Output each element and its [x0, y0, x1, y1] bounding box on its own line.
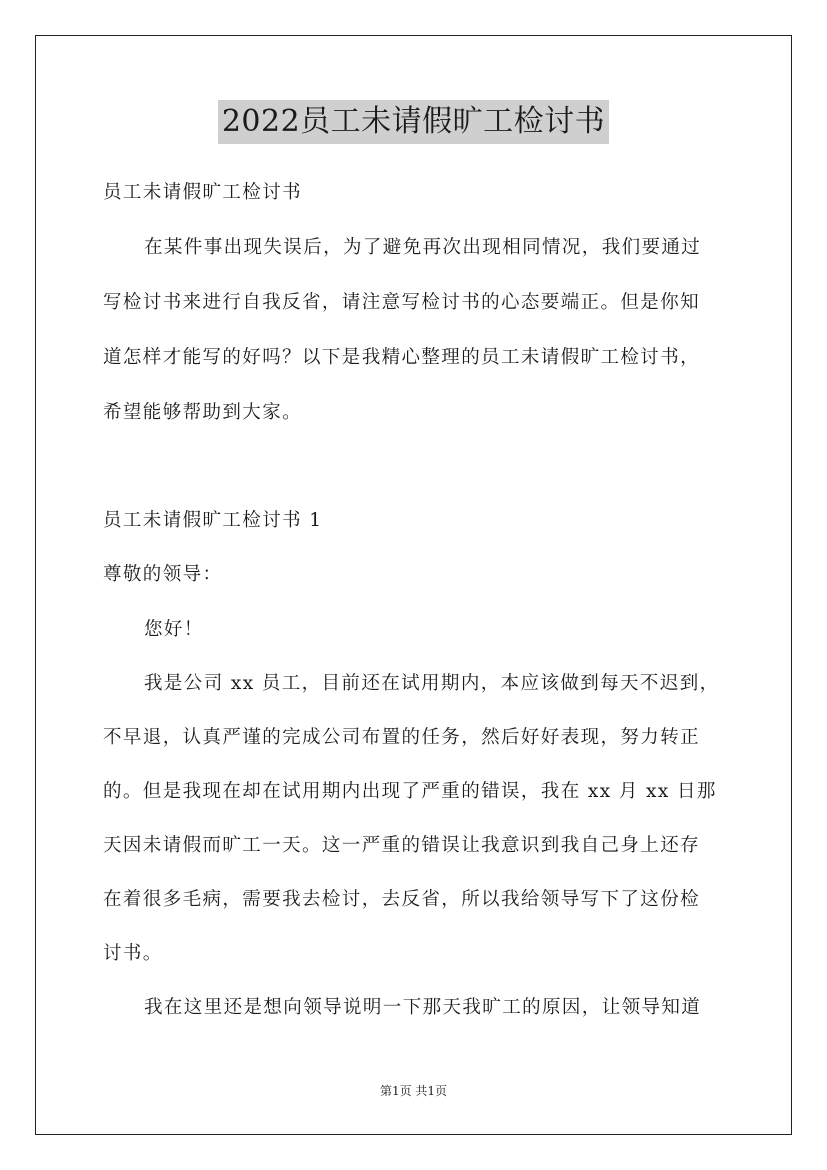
intro-line-1: 在某件事出现失误后，为了避免再次出现相同情况，我们要通过: [144, 237, 702, 258]
page-footer: 第1页 共1页: [379, 1084, 448, 1098]
paragraph1-line-1: 我是公司 xx 员工，目前还在试用期内，本应该做到每天不迟到，: [144, 673, 720, 694]
paragraph1-line-6: 讨书。: [103, 943, 163, 964]
paragraph1-line-5: 在着很多毛病，需要我去检讨，去反省，所以我给领导写下了这份检: [103, 889, 701, 910]
salutation: 尊敬的领导：: [103, 564, 223, 585]
paragraph1-line-3: 的。但是我现在却在试用期内出现了严重的错误，我在 xx 月 xx 日那: [103, 781, 717, 802]
paragraph1-line-4: 天因未请假而旷工一天。这一严重的错误让我意识到我自己身上还存: [103, 835, 701, 856]
intro-line-4: 希望能够帮助到大家。: [103, 402, 303, 423]
section-heading: 员工未请假旷工检讨书 1: [103, 510, 323, 531]
paragraph1-line-2: 不早退，认真严谨的完成公司布置的任务，然后好好表现，努力转正: [103, 727, 701, 748]
intro-line-3: 道怎样才能写的好吗？以下是我精心整理的员工未请假旷工检讨书，: [103, 347, 701, 368]
document-title-text: 2022员工未请假旷工检讨书: [218, 100, 609, 144]
intro-line-2: 写检讨书来进行自我反省，请注意写检讨书的心态要端正。但是你知: [103, 292, 701, 313]
document-subtitle: 员工未请假旷工检讨书: [103, 182, 303, 203]
document-title: [0, 100, 827, 144]
greeting: 您好！: [144, 619, 204, 640]
paragraph2-line-1: 我在这里还是想向领导说明一下那天我旷工的原因，让领导知道: [144, 997, 702, 1018]
